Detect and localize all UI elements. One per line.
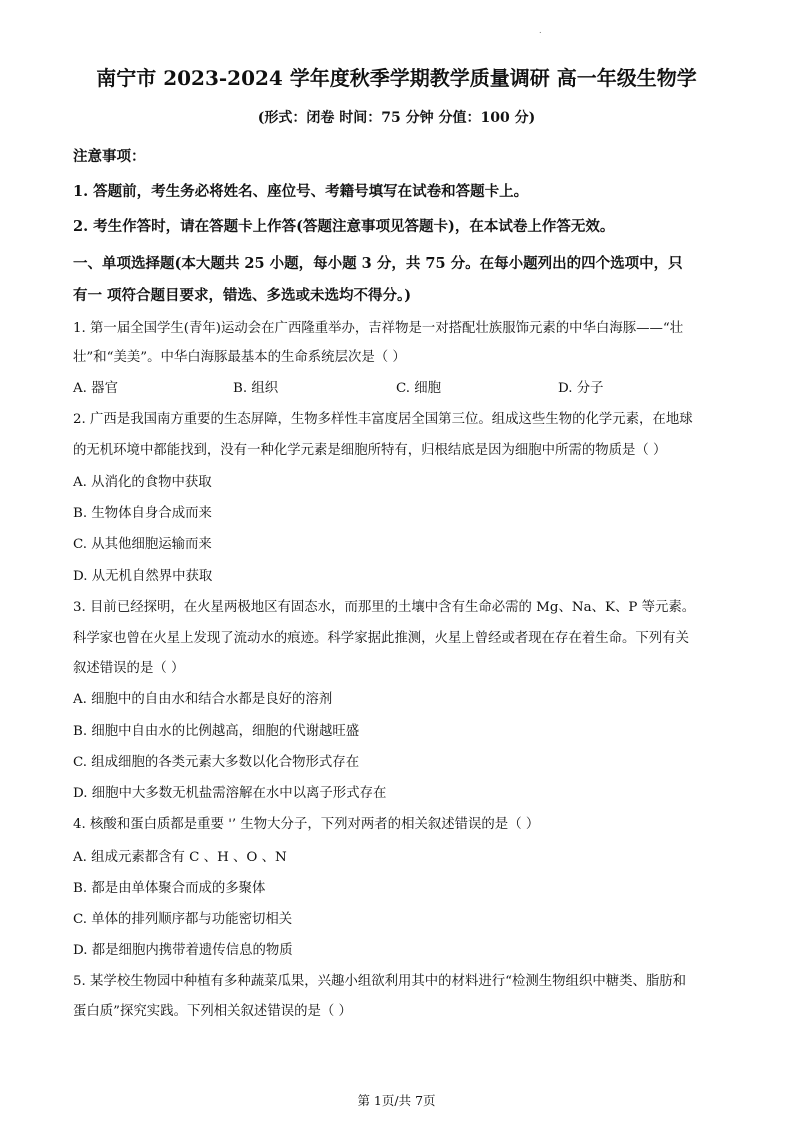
question-1-text: 1. 第一届全国学生(青年)运动会在广西隆重举办，吉祥物是一对搭配壮族服饰元素的中华白海豚——“壮 <box>73 321 684 336</box>
page-number: 第 1页/共 7页 <box>357 1093 436 1108</box>
question-3-option-c: C. 组成细胞的各类元素大多数以化合物形式存在 <box>73 755 360 770</box>
question-4-option-c: C. 单体的排列顺序都与功能密切相关 <box>73 912 293 927</box>
question-1-option-b: B. 组织 <box>233 381 279 396</box>
question-1-option-c: C. 细胞 <box>396 381 442 396</box>
notice-heading: 注意事项： <box>73 148 146 165</box>
exam-title: 南宁市 2023-2024 学年度秋季学期教学质量调研 高一年级生物学 <box>96 66 697 90</box>
question-2-text: 2. 广西是我国南方重要的生态屏障，生物多样性丰富度居全国第三位。组成这些生物的化学元素，在地球 <box>73 412 693 427</box>
question-3-option-b: B. 细胞中自由水的比例越高，细胞的代谢越旺盛 <box>73 724 360 739</box>
notice-item: 1. 答题前，考生务必将姓名、座位号、考籍号填写在试卷和答题卡上。 <box>73 183 529 200</box>
question-1-option-d: D. 分子 <box>558 381 604 396</box>
question-2-option-a: A. 从消化的食物中获取 <box>73 475 212 490</box>
exam-subtitle: (形式：闭卷 时间：75 分钟 分值：100 分) <box>257 110 536 126</box>
notice-item: 2. 考生作答时，请在答题卡上作答(答题注意事项见答题卡)，在本试卷上作答无效。 <box>73 218 615 235</box>
question-2-text-cont: 的无机环境中都能找到，没有一种化学元素是细胞所特有，归根结底是因为细胞中所需的物质是（ ） <box>73 443 667 458</box>
question-4-text: 4. 核酸和蛋白质都是重要 '’ 生物大分子，下列对两者的相关叙述错误的是（ ） <box>73 817 540 832</box>
question-1-text-cont: 壮”和“美美”。中华白海豚最基本的生命系统层次是（ ） <box>73 350 406 365</box>
question-5-text-cont: 蛋白质”探究实践。下列相关叙述错误的是（ ） <box>73 1004 352 1019</box>
question-3-text-cont: 科学家也曾在火星上发现了流动水的痕迹。科学家据此推测，火星上曾经或者现在存在着生命。下列有关 <box>73 631 689 646</box>
question-5-text: 5. 某学校生物园中种植有多种蔬菜瓜果，兴趣小组欲利用其中的材料进行“检测生物组织中糖类、脂肪和 <box>73 974 687 989</box>
question-3-text-cont: 叙述错误的是（ ） <box>73 661 185 676</box>
question-2-option-c: C. 从其他细胞运输而来 <box>73 537 212 552</box>
question-4-option-a: A. 组成元素都含有 C 、H 、O 、N <box>73 850 287 865</box>
question-3-option-d: D. 细胞中大多数无机盐需溶解在水中以离子形式存在 <box>73 786 387 801</box>
section-heading-cont: 有一 项符合题目要求，错选、多选或未选均不得分。) <box>73 287 412 304</box>
question-4-option-b: B. 都是由单体聚合而成的多聚体 <box>73 881 266 896</box>
section-heading: 一、单项选择题(本大题共 25 小题，每小题 3 分，共 75 分。在每小题列出的四个选项中，只 <box>73 255 683 272</box>
question-2-option-b: B. 生物体自身合成而来 <box>73 506 212 521</box>
question-1-option-a: A. 器官 <box>73 381 118 396</box>
page-mark: . <box>539 26 542 35</box>
question-3-text: 3. 目前已经探明，在火星两极地区有固态水，而那里的土壤中含有生命必需的 Mg、Na、K、P 等元素。 <box>73 600 696 615</box>
question-4-option-d: D. 都是细胞内携带着遗传信息的物质 <box>73 943 293 958</box>
question-3-option-a: A. 细胞中的自由水和结合水都是良好的溶剂 <box>73 692 333 707</box>
question-2-option-d: D. 从无机自然界中获取 <box>73 569 213 584</box>
